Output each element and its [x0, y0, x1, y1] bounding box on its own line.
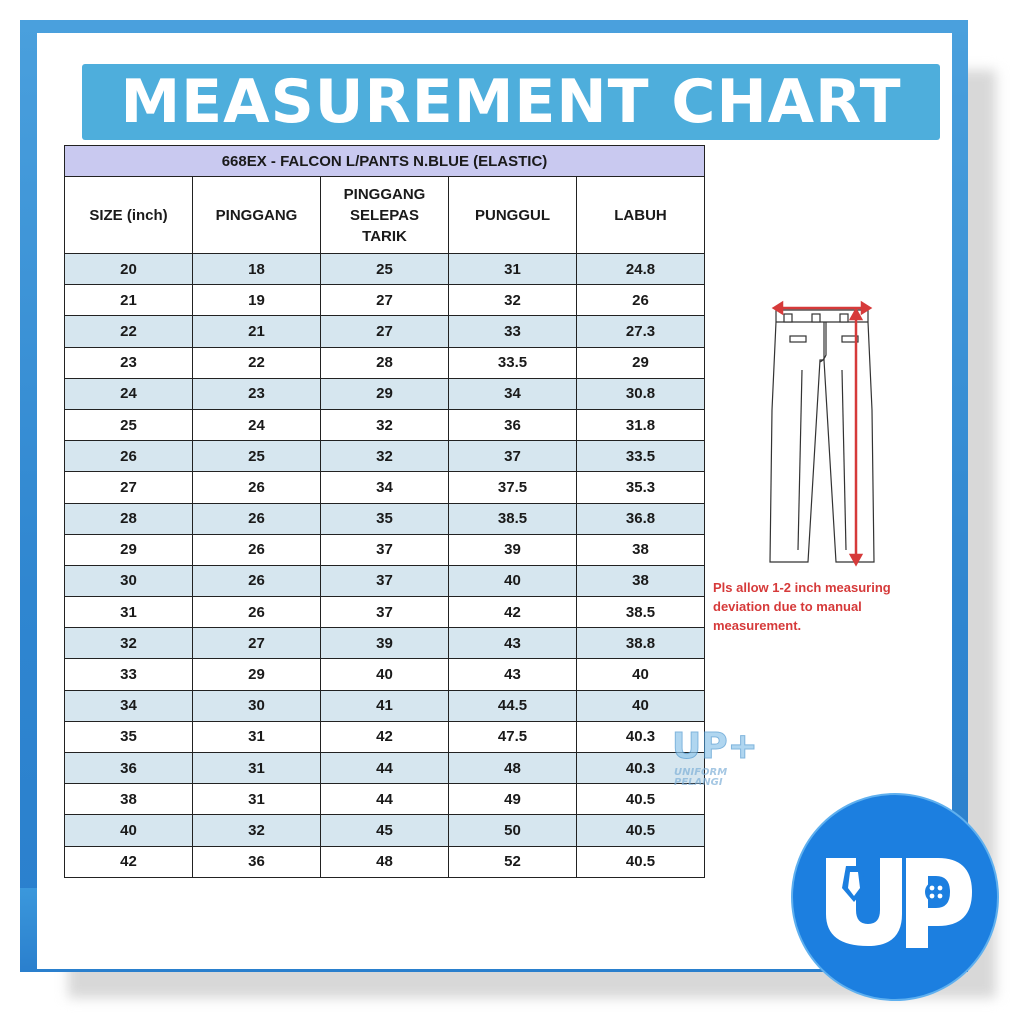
table-row [65, 597, 705, 628]
table-cell: 44.5 [449, 690, 577, 721]
table-row [65, 254, 705, 285]
column-header: PINGGANG [193, 177, 321, 254]
table-cell: 45 [321, 815, 449, 846]
table-cell: 50 [449, 815, 577, 846]
table-cell: 32 [321, 441, 449, 472]
table-cell: 29 [577, 347, 705, 378]
table-body [65, 254, 705, 878]
table-cell: 26 [577, 285, 705, 316]
table-cell: 20 [65, 254, 193, 285]
table-cell: 49 [449, 784, 577, 815]
table-cell: 31 [193, 721, 321, 752]
table-cell: 34 [321, 472, 449, 503]
watermark-line2: PELANGI [674, 777, 723, 788]
pants-measurement-icon [762, 300, 882, 570]
table-cell: 30 [65, 565, 193, 596]
table-cell: 23 [65, 347, 193, 378]
table-cell: 37 [321, 565, 449, 596]
table-cell: 48 [449, 753, 577, 784]
table-cell: 26 [193, 503, 321, 534]
table-cell: 39 [321, 628, 449, 659]
table-header-row [65, 177, 705, 254]
table-cell: 33.5 [577, 441, 705, 472]
watermark-mark: UP+ [672, 726, 758, 767]
table-cell: 24 [193, 409, 321, 440]
table-row [65, 721, 705, 752]
table-cell: 22 [65, 316, 193, 347]
table-row [65, 690, 705, 721]
table-cell: 29 [65, 534, 193, 565]
uniform-pelangi-logo-icon [790, 792, 1000, 1002]
table-cell: 26 [193, 534, 321, 565]
table-cell: 40.5 [577, 846, 705, 877]
table-cell: 22 [193, 347, 321, 378]
table-cell: 32 [65, 628, 193, 659]
table-cell: 35 [65, 721, 193, 752]
table-cell: 40 [65, 815, 193, 846]
table-cell: 38 [577, 565, 705, 596]
table-cell: 25 [193, 441, 321, 472]
table-cell: 21 [193, 316, 321, 347]
table-caption-row [65, 146, 705, 177]
table-cell: 36 [193, 846, 321, 877]
table-cell: 33 [449, 316, 577, 347]
table-cell: 28 [321, 347, 449, 378]
table-cell: 40.3 [577, 753, 705, 784]
table-cell: 38 [65, 784, 193, 815]
table-cell: 33.5 [449, 347, 577, 378]
table-cell: 30.8 [577, 378, 705, 409]
table-cell: 40 [321, 659, 449, 690]
logo-letters: UP [790, 792, 792, 793]
title-banner [82, 64, 940, 140]
table-cell: 37.5 [449, 472, 577, 503]
table-cell: 19 [193, 285, 321, 316]
table-cell: 40.5 [577, 784, 705, 815]
table-cell: 25 [321, 254, 449, 285]
table-cell: 43 [449, 628, 577, 659]
table-cell: 35 [321, 503, 449, 534]
table-cell: 35.3 [577, 472, 705, 503]
table-row [65, 565, 705, 596]
table-cell: 31 [65, 597, 193, 628]
table-cell: 31 [193, 784, 321, 815]
table-row [65, 659, 705, 690]
table-cell: 26 [65, 441, 193, 472]
table-cell: 36 [65, 753, 193, 784]
table-cell: 26 [193, 472, 321, 503]
table-row [65, 846, 705, 877]
table-cell: 41 [321, 690, 449, 721]
table-cell: 26 [193, 597, 321, 628]
table-cell: 33 [65, 659, 193, 690]
table-cell: 40.3 [577, 721, 705, 752]
table-row [65, 378, 705, 409]
table-cell: 42 [65, 846, 193, 877]
table-cell: 40 [449, 565, 577, 596]
table-cell: 38.5 [577, 597, 705, 628]
table-cell: 24.8 [577, 254, 705, 285]
table-cell: 38.5 [449, 503, 577, 534]
column-header: PINGGANG SELEPAS TARIK [321, 177, 449, 254]
table-cell: 44 [321, 753, 449, 784]
table-row [65, 534, 705, 565]
table-row [65, 316, 705, 347]
table-cell: 40.5 [577, 815, 705, 846]
table-row [65, 815, 705, 846]
table-cell: 37 [321, 597, 449, 628]
watermark-line1: UNIFORM [674, 767, 728, 778]
table-cell: 34 [449, 378, 577, 409]
column-header: LABUH [577, 177, 705, 254]
table-cell: 27.3 [577, 316, 705, 347]
table-cell: 36 [449, 409, 577, 440]
table-cell: 38 [577, 534, 705, 565]
table-row [65, 347, 705, 378]
column-header: SIZE (inch) [65, 177, 193, 254]
table-cell: 36.8 [577, 503, 705, 534]
table-cell: 26 [193, 565, 321, 596]
table-cell: 29 [193, 659, 321, 690]
table-cell: 37 [321, 534, 449, 565]
table-cell: 31.8 [577, 409, 705, 440]
table-cell: 52 [449, 846, 577, 877]
table-cell: 31 [449, 254, 577, 285]
table-row [65, 628, 705, 659]
uniform-pelangi-watermark-icon [668, 720, 758, 790]
table-cell: 42 [321, 721, 449, 752]
table-cell: 32 [449, 285, 577, 316]
table-row [65, 441, 705, 472]
table-cell: 42 [449, 597, 577, 628]
table-cell: 43 [449, 659, 577, 690]
measurement-table [64, 145, 705, 878]
table-row [65, 285, 705, 316]
table-cell: 47.5 [449, 721, 577, 752]
table-cell: 27 [321, 285, 449, 316]
table-cell: 38.8 [577, 628, 705, 659]
table-cell: 18 [193, 254, 321, 285]
table-cell: 44 [321, 784, 449, 815]
table-cell: 29 [321, 378, 449, 409]
column-header: PUNGGUL [449, 177, 577, 254]
table-cell: 37 [449, 441, 577, 472]
page-title: MEASUREMENT CHART [120, 67, 902, 137]
table-cell: 27 [321, 316, 449, 347]
table-row [65, 409, 705, 440]
table-cell: 25 [65, 409, 193, 440]
table-row [65, 753, 705, 784]
table-cell: 39 [449, 534, 577, 565]
table-cell: 30 [193, 690, 321, 721]
table-cell: 21 [65, 285, 193, 316]
table-caption: 668EX - FALCON L/PANTS N.BLUE (ELASTIC) [65, 146, 705, 177]
table-cell: 28 [65, 503, 193, 534]
table-row [65, 472, 705, 503]
table-row [65, 784, 705, 815]
table-cell: 34 [65, 690, 193, 721]
table-cell: 24 [65, 378, 193, 409]
table-cell: 27 [65, 472, 193, 503]
table-cell: 48 [321, 846, 449, 877]
table-cell: 32 [321, 409, 449, 440]
table-row [65, 503, 705, 534]
table-cell: 27 [193, 628, 321, 659]
table-cell: 23 [193, 378, 321, 409]
table-cell: 40 [577, 690, 705, 721]
measurement-note: Pls allow 1-2 inch measuring deviation due to manual measurement. [713, 580, 891, 633]
table-cell: 31 [193, 753, 321, 784]
table-cell: 40 [577, 659, 705, 690]
table-cell: 32 [193, 815, 321, 846]
